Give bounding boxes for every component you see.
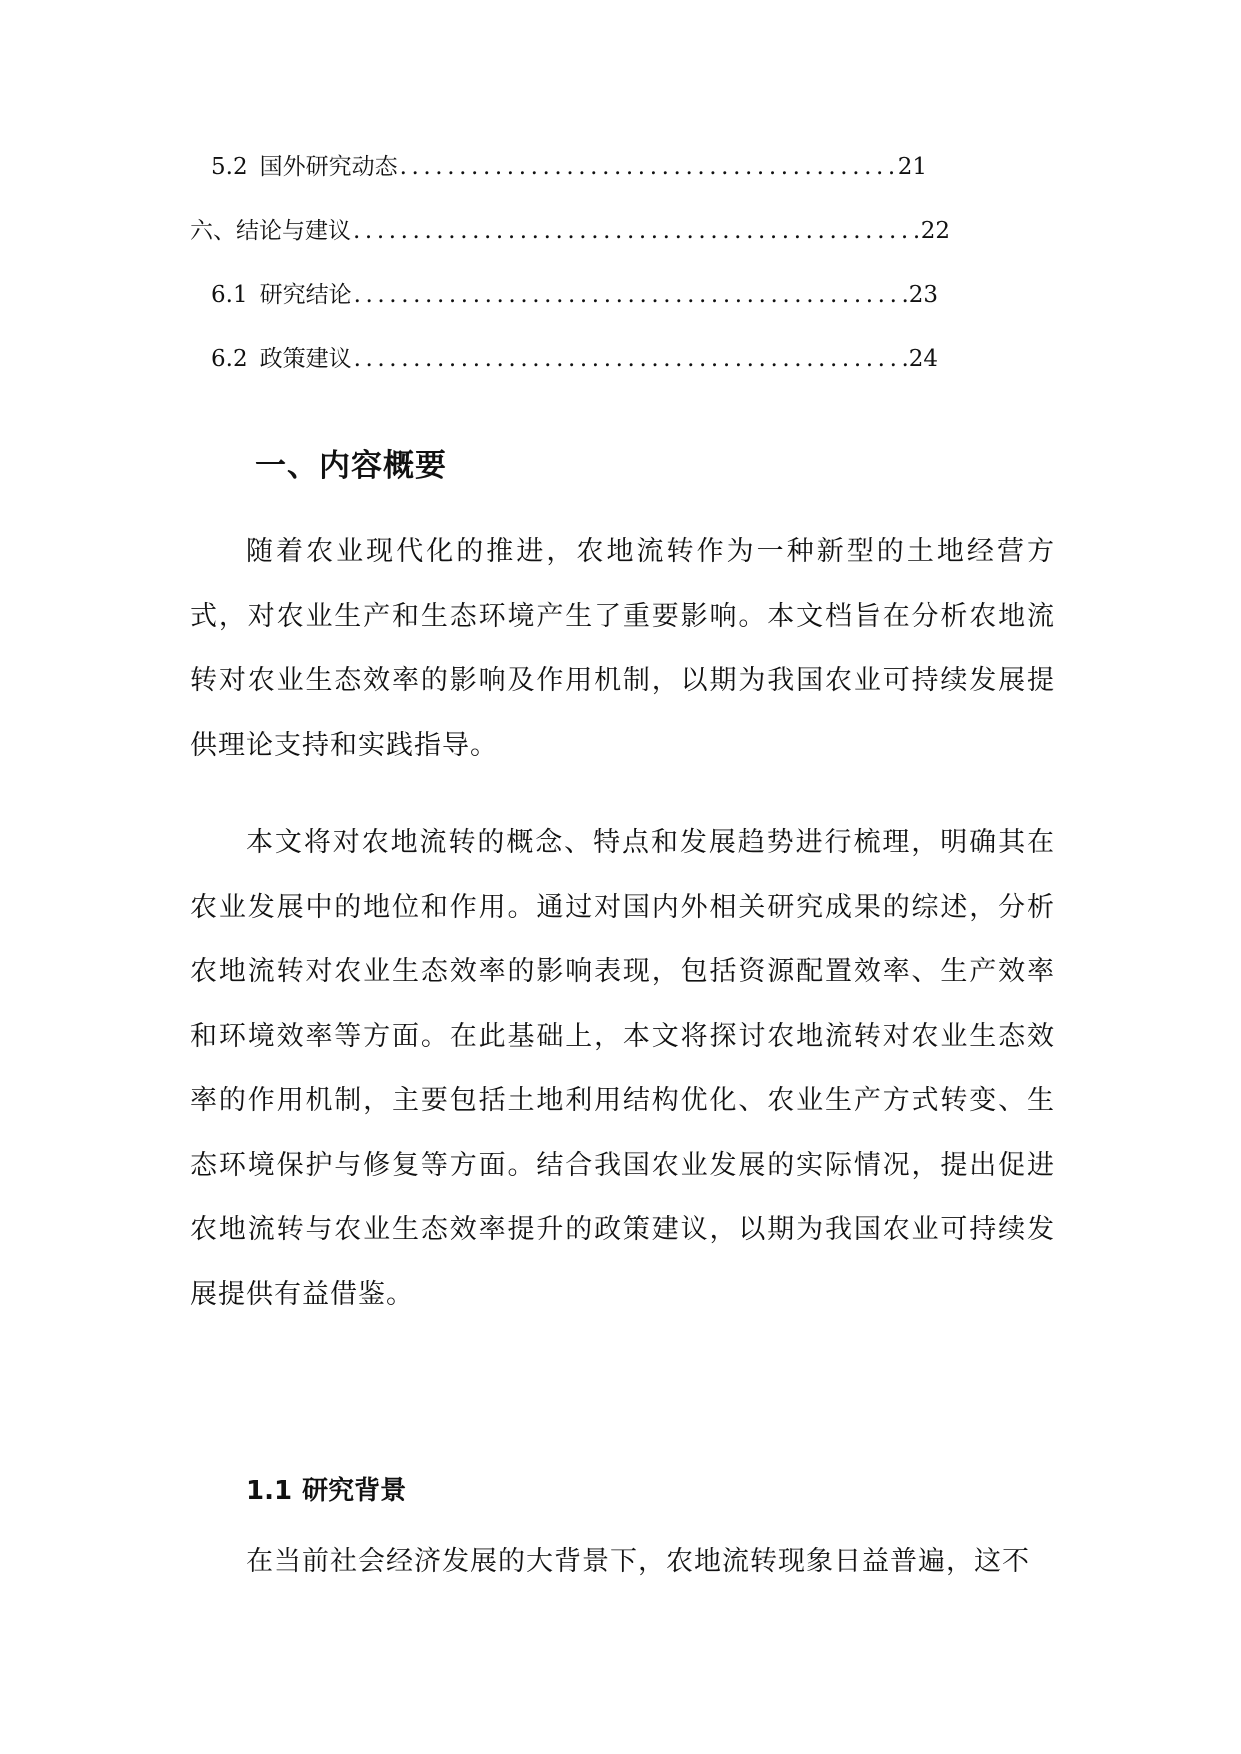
subsection-number: 1.1 — [246, 1476, 293, 1506]
toc-entry-6-1[interactable] — [211, 276, 938, 316]
toc-entry-number: 六、 — [190, 218, 236, 244]
toc-entry-number: 6.1 — [211, 282, 248, 308]
toc-entry-title: 结论与建议 — [236, 218, 351, 244]
toc-entry-page: 21 — [897, 154, 927, 180]
toc-entry-number: 6.2 — [211, 346, 248, 372]
body-paragraph: 在当前社会经济发展的大背景下，农地流转现象日益普遍，这不 — [246, 1546, 1030, 1577]
toc-entry-page: 23 — [908, 282, 938, 308]
subsection-title: 研究背景 — [302, 1476, 407, 1506]
subsection-heading — [246, 1470, 406, 1507]
toc-entry-6-2[interactable] — [211, 340, 938, 380]
toc-entry-title: 政策建议 — [259, 346, 352, 372]
toc-dot-leader — [353, 218, 919, 244]
body-paragraph: 本文将对农地流转的概念、特点和发展趋势进行梳理，明确其在农业发展中的地位和作用。通过对国内外相关研究成果的综述，分析农地流转对农业生态效率的影响表现，包括资源配置效率、生产效率和环境效率等方面。在此基础上，本文将探讨农地流转对农业生态效率的作用机制，主要包括土地利用结构优化、农业生产方式转变、生态环境保护与修复等方面。结合我国农业发展的实际情况，提出促进农地流转与农业生态效率提升的政策建议，以期为我国农业可持续发展提供有益借鉴。 — [190, 827, 1055, 1310]
toc-entry-5-2[interactable] — [211, 148, 927, 188]
toc-entry-number: 5.2 — [211, 154, 248, 180]
toc-dot-leader — [400, 154, 896, 180]
toc-entry-page: 24 — [908, 346, 938, 372]
toc-entry-title: 研究结论 — [259, 282, 352, 308]
section-heading: 一、内容概要 — [255, 448, 447, 484]
toc-dot-leader — [354, 282, 907, 308]
toc-entry-6[interactable] — [190, 212, 950, 252]
body-paragraph: 随着农业现代化的推进，农地流转作为一种新型的土地经营方式，对农业生产和生态环境产生了重要影响。本文档旨在分析农地流转对农业生态效率的影响及作用机制，以期为我国农业可持续发展提供理论支持和实践指导。 — [190, 536, 1055, 761]
toc-dot-leader — [354, 346, 907, 372]
toc-entry-page: 22 — [920, 218, 950, 244]
toc-entry-title: 国外研究动态 — [259, 154, 398, 180]
